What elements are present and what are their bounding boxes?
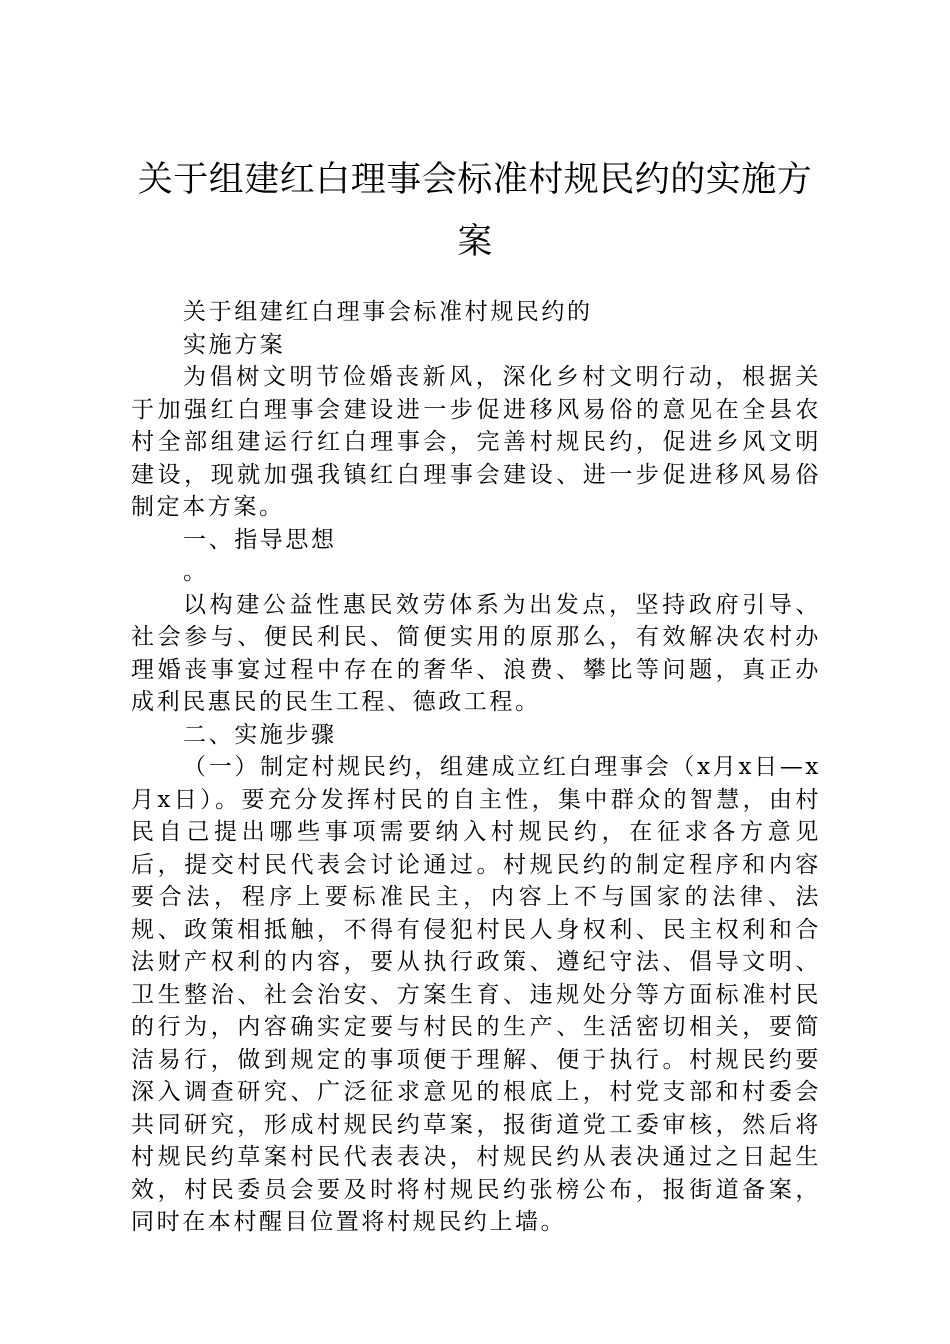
stray-period-line: 。	[183, 559, 209, 585]
document-body	[131, 296, 821, 1239]
section-heading-implementation-steps: 二、实施步骤	[183, 721, 337, 748]
guiding-ideology-paragraph: 以构建公益性惠民效劳体系为出发点，坚持政府引导、社会参与、便民利民、简便实用的原那么，有效解决农村办理婚丧事宴过程中存在的奢华、浪费、攀比等问题，真正办成利民惠民的民生工程、德政工程。	[131, 591, 821, 715]
step-one-paragraph: （一）制定村规民约，组建成立红白理事会（x月x日—x月x日）。要充分发挥村民的自主性，集中群众的智慧，由村民自己提出哪些事项需要纳入村规民约，在征求各方意见后，提交村民代表会讨论通过。村规民约的制定程序和内容要合法，程序上要标准民主，内容上不与国家的法律、法规、政策相抵触，不得有侵犯村民人身权利、民主权利和合法财产权利的内容，要从执行政策、遵纪守法、倡导文明、卫生整治、社会治安、方案生育、违规处分等方面标准村民的行为，内容确实定要与村民的生产、生活密切相关，要简洁易行，做到规定的事项便于理解、便于执行。村规民约要深入调查研究、广泛征求意见的根底上，村党支部和村委会共同研究，形成村规民约草案，报街道党工委审核，然后将村规民约草案村民代表表决，村规民约从表决通过之日起生效，村民委员会要及时将村规民约张榜公布，报街道备案，同时在本村醒目位置将村规民约上墙。	[131, 754, 821, 1235]
intro-paragraph: 为倡树文明节俭婚丧新风，深化乡村文明行动，根据关于加强红白理事会建设进一步促进移风易俗的意见在全县农村全部组建运行红白理事会，完善村规民约，促进乡风文明建设，现就加强我镇红白理事会建设、进一步促进移风易俗制定本方案。	[131, 364, 821, 520]
document-title-line-1: 关于组建红白理事会标准村规民约的实施方	[137, 160, 813, 200]
section-heading-guiding-ideology: 一、指导思想	[183, 526, 337, 553]
subtitle-line-2: 实施方案	[183, 331, 286, 358]
subtitle-line-1: 关于组建红白理事会标准村规民约的	[183, 299, 593, 325]
document-title-line-2: 案	[457, 222, 493, 262]
